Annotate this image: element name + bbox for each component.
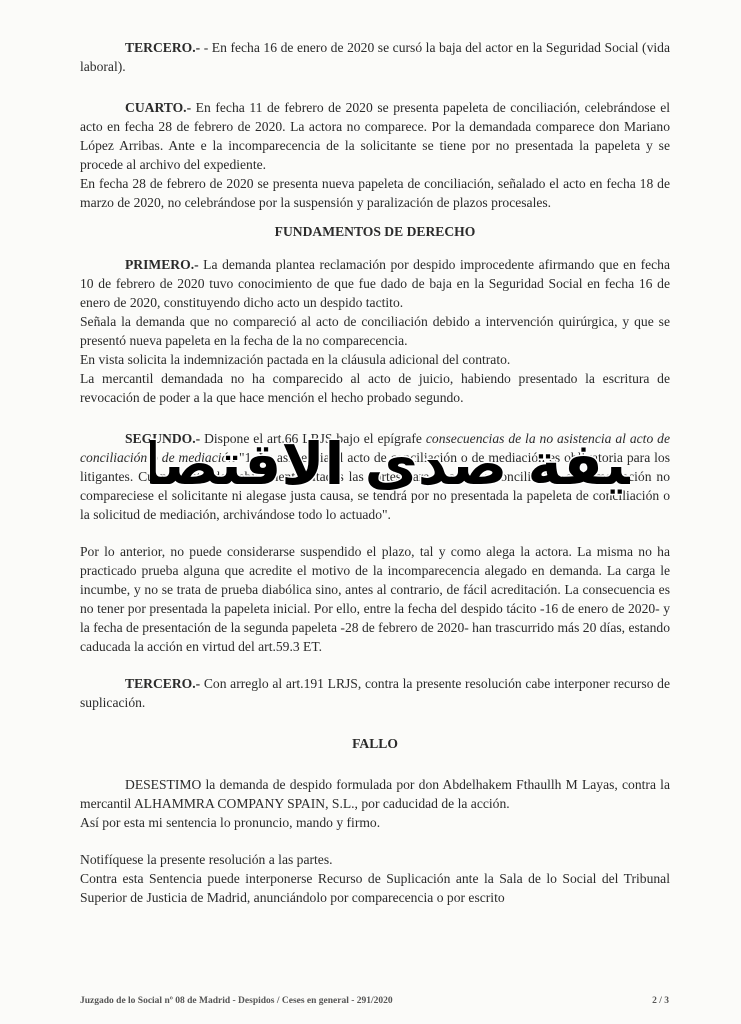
page-footer (80, 996, 669, 1006)
paragraph-sentencia-firmo: Así por esta mi sentencia lo pronuncio, mando y firmo. (80, 815, 381, 830)
paragraph-text: En fecha 11 de febrero de 2020 se presenta papeleta de conciliación, celebrándose el acto en fecha 28 de febrero de 2020. La actora no comparece. Por la demandada comparece don Mariano López Arribas. Ante e la incomparecencia de la solicitante se tiene por no presentada la papeleta y se procede al archivo del expediente. (80, 100, 670, 172)
paragraph-primero (80, 255, 670, 312)
paragraph-hecho-tercero (80, 38, 670, 76)
footer-court-reference: Juzgado de lo Social nº 08 de Madrid - Despidos / Ceses en general - 291/2020 (80, 996, 393, 1006)
paragraph-fundamento-tercero (80, 674, 670, 712)
paragraph-indemnizacion: En vista solicita la indemnización pactada en la cláusula adicional del contrato. (80, 352, 511, 367)
paragraph-text: - En fecha 16 de enero de 2020 se cursó la baja del actor en la Seguridad Social (vida laboral). (80, 40, 670, 74)
paragraph-text: Con arreglo al art.191 LRJS, contra la presente resolución cabe interponer recurso de suplicación. (80, 676, 670, 710)
paragraph-recurso-suplicacion: Contra esta Sentencia puede interponerse Recurso de Suplicación ante la Sala de lo Social del Tribunal Superior de Justicia de Madrid, anunciándolo por comparecencia o por escrito (80, 871, 670, 905)
paragraph-hecho-cuarto (80, 98, 670, 174)
paragraph-por-lo-anterior: Por lo anterior, no puede considerarse suspendido el plazo, tal y como alega la actora. La misma no ha practicado prueba alguna que acredite el motivo de la incomparecencia alegado en demanda. La carga le incumbe, y no se trata de prueba diabólica sino, antes al contrario, de fácil acreditación. La consecuencia es no tener por presentada la papeleta inicial. Por ello, entre la fecha del despido tácito -16 de enero de 2020- y la fecha de presentación de la segunda papeleta -28 de febrero de 2020- han trascurrido más 20 días, estando caducada la acción en virtud del art.59.3 ET. (80, 544, 670, 654)
paragraph-text: La demanda plantea reclamación por despido improcedente afirmando que en fecha 10 de febrero de 2020 tuvo conocimiento de que fue dado de baja en la Seguridad Social en fecha 16 de enero de 2020, constituyendo dicho acto un despido tactito. (80, 257, 670, 310)
paragraph-label: CUARTO.- (125, 100, 192, 115)
paragraph-text: "1. La asistencia al acto de conciliación o de mediación es obligatoria para los litigantes. Cuando estando debidamente citadas las partes para el acto de conciliación o de mediación no compareciese el solicitante ni alegase justa causa, se tendrá por no presentada la papeleta de conciliación o la solicitud de mediación, archivándose todo lo actuado". (80, 450, 671, 522)
paragraph-nueva-papeleta: En fecha 28 de febrero de 2020 se presenta nueva papeleta de conciliación, señalado el acto en fecha 18 de marzo de 2020, no celebrándose por la suspensión y paralización de plazos procesales. (80, 176, 670, 210)
paragraph-label: PRIMERO.- (125, 257, 199, 272)
paragraph-text: Dispone el art.66 LRJS bajo el epígrafe (200, 431, 426, 446)
paragraph-label: SEGUNDO.- (125, 431, 201, 446)
watermark-text: يفة صدى الاقتصا (150, 430, 629, 498)
paragraph-mercantil-demandada: La mercantil demandada no ha comparecido al acto de juicio, habiendo presentado la escritura de revocación de poder a la que hace mención el hecho probado segundo. (80, 371, 670, 405)
heading-fundamentos-de-derecho: FUNDAMENTOS DE DERECHO (274, 224, 476, 239)
document-body (80, 38, 670, 907)
paragraph-label: TERCERO.- (125, 676, 201, 691)
footer-page-number: 2 / 3 (652, 996, 669, 1006)
paragraph-desestimo: DESESTIMO la demanda de despido formulada por don Abdelhakem Fthaullh M Layas, contra la mercantil ALHAMMRA COMPANY SPAIN, S.L., por caducidad de la acción. (80, 777, 670, 811)
paragraph-italic-text: consecuencias de la no asistencia al acto de conciliación o de mediación (80, 431, 670, 465)
paragraph-notifiquese: Notifíquese la presente resolución a las partes. (80, 852, 333, 867)
paragraph-label: TERCERO.- (125, 40, 201, 55)
paragraph-senala-demanda: Señala la demanda que no compareció al acto de conciliación debido a intervención quirúrgica, y que se presentó nueva papeleta en la fecha de la no comparecencia. (80, 314, 670, 348)
heading-fallo: FALLO (352, 736, 398, 751)
paragraph-segundo (80, 429, 670, 524)
